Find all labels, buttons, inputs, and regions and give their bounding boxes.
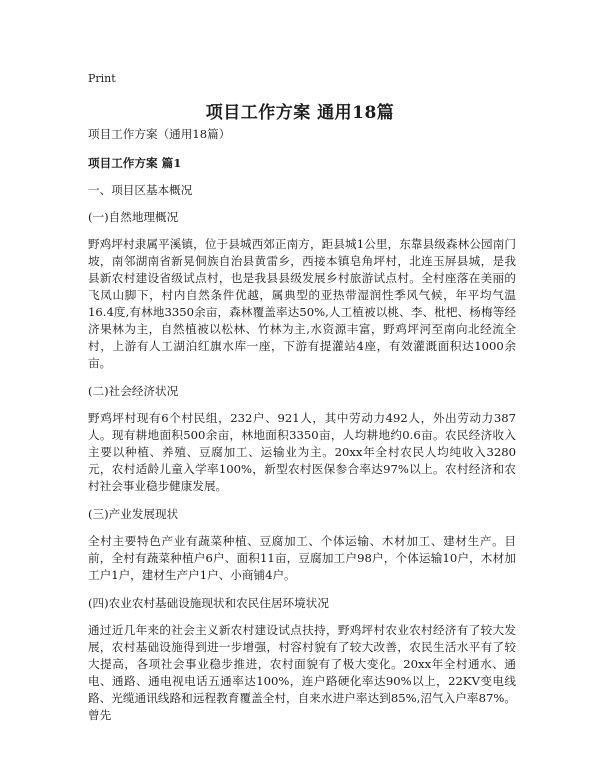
paragraph-social-economy: 野鸡坪村现有6个村民组，232户、921人，其中劳动力492人，外出劳动力387人。现有耕地面积500余亩，林地面积3350亩，人均耕地约0.6亩。农民经济收入主要以种植、养殖、豆腐加工、运输业为主。20xx年全村农民人均纯收入3280元，农村适龄儿童入学率100%，新型农村医保参合率达97%以上。农村经济和农村社会事业稳步健康发展。	[88, 411, 516, 493]
paragraph-natural-geography: 野鸡坪村隶属平溪镇，位于县城西郊正南方，距县城1公里，东靠县级森林公园南门坡，南邻湖南省新晃侗族自治县黄雷乡，西接本镇皂角坪村，北连玉屏县城，是我县新农村建设省级试点村，也是我县县级发展乡村旅游试点村。全村座落在美丽的飞凤山脚下，村内自然条件优越，属典型的亚热带湿润性季风气候，年平均气温16.4度,有林地3350余亩，森林覆盖率达50%,人工植被以桃、李、枇杷、杨梅等经济果林为主，自然植被以松林、竹林为主,水资源丰富，野鸡坪河至南向北经流全村，上游有人工湖泊红旗水库一座，下游有提灌站4座，有效灌溉面积达1000余亩。	[88, 237, 516, 370]
paragraph-industry: 全村主要特色产业有蔬菜种植、豆腐加工、个体运输、木材加工、建材生产。目前，全村有蔬菜种植户6户、面积11亩，豆腐加工户98户，个体运输10户，木材加工户1户，建材生产户1户、小商铺4户。	[88, 534, 516, 582]
section-title: 项目工作方案 篇1	[88, 156, 182, 170]
heading-social-economy: (二)社会经济状况	[88, 384, 179, 398]
page-title: 项目工作方案 通用18篇	[205, 103, 395, 123]
print-link[interactable]: Print	[88, 72, 116, 85]
heading-overview: 一、项目区基本概况	[88, 183, 193, 197]
heading-natural-geography: (一)自然地理概况	[88, 210, 179, 224]
heading-industry: (三)产业发展现状	[88, 507, 179, 521]
paragraph-infrastructure: 通过近几年来的社会主义新农村建设试点扶持，野鸡坪村农业农村经济有了较大发展，农村基础设施得到进一步增强，村容村貌有了较大改善，农民生活水平有了较大提高，各项社会事业稳步推进，农村面貌有了极大变化。20xx年全村通水、通电、通路、通电视电话五通率达100%，连户路硬化率达90%以上，22KV变电线路、光缆通讯线路和远程教育覆盖全村，自来水进户率达到85%,沼气入户率87%。曾先	[88, 623, 516, 722]
document-subtitle: 项目工作方案（通用18篇）	[88, 127, 231, 141]
heading-infrastructure: (四)农业农村基础设施现状和农民住居环境状况	[88, 596, 329, 610]
document-body	[88, 126, 516, 735]
